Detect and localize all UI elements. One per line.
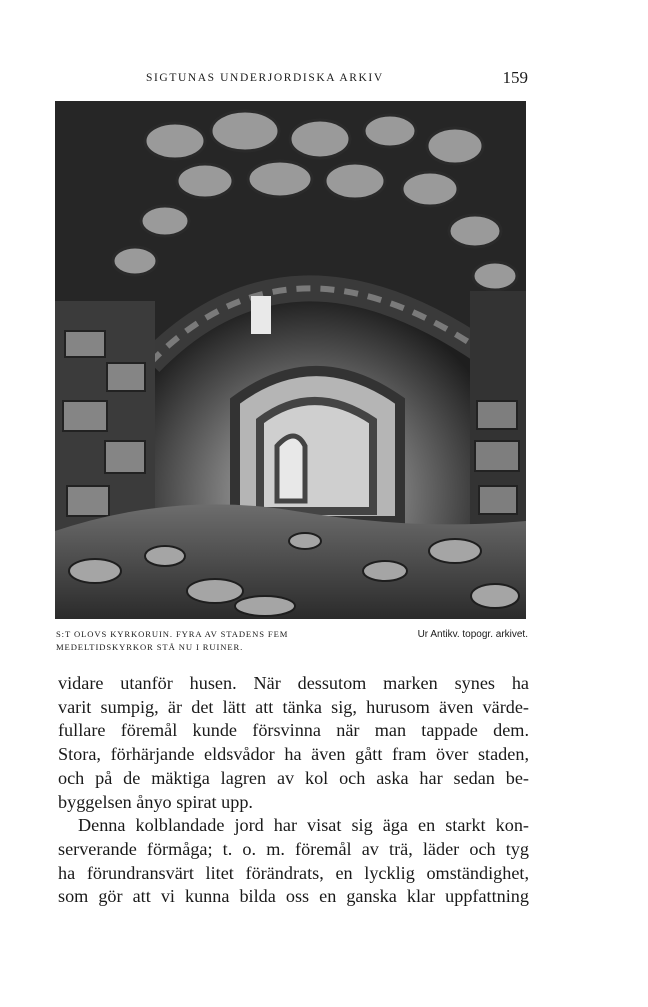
text-line: serverande förmåga; t. o. m. föremål av trä, läder och tyg <box>58 838 529 859</box>
text-line: och på de mäktiga lagren av kol och aska har sedan be- <box>58 767 529 788</box>
text-line: som gör att vi kunna bilda oss en ganska klar uppfattning <box>58 886 529 907</box>
page-header <box>58 68 528 88</box>
text-line: vidare utanför husen. När dessutom marken synes ha <box>58 673 529 693</box>
page-number: 159 <box>502 68 528 87</box>
text-line: varit sumpig, är det lätt att tänka sig, hurusom även värde- <box>58 696 529 717</box>
church-ruin-photograph <box>55 101 526 619</box>
caption-text <box>56 628 376 654</box>
text-line: ha förundransvärt litet förändrats, en lycklig omständighet, <box>58 862 529 883</box>
caption-line: MEDELTIDSKYRKOR STÅ NU I RUINER. <box>56 642 244 652</box>
text-line: byggelsen ånyo spirat upp. <box>58 791 253 812</box>
running-title: SIGTUNAS UNDERJORDISKA ARKIV <box>146 72 384 84</box>
body-text <box>58 672 529 909</box>
text-line: Stora, förhärjande eldsvådor ha även gått fram över staden, <box>58 744 529 765</box>
photo-credit: Ur Antikv. topogr. arkivet. <box>417 629 528 640</box>
text-line: fullare föremål kunde försvinna när man tappade dem. <box>58 720 529 741</box>
text-line: Denna kolblandade jord har visat sig äga en starkt kon- <box>78 815 529 836</box>
caption-line: S:T OLOVS KYRKORUIN. FYRA AV STADENS FEM <box>56 629 289 639</box>
